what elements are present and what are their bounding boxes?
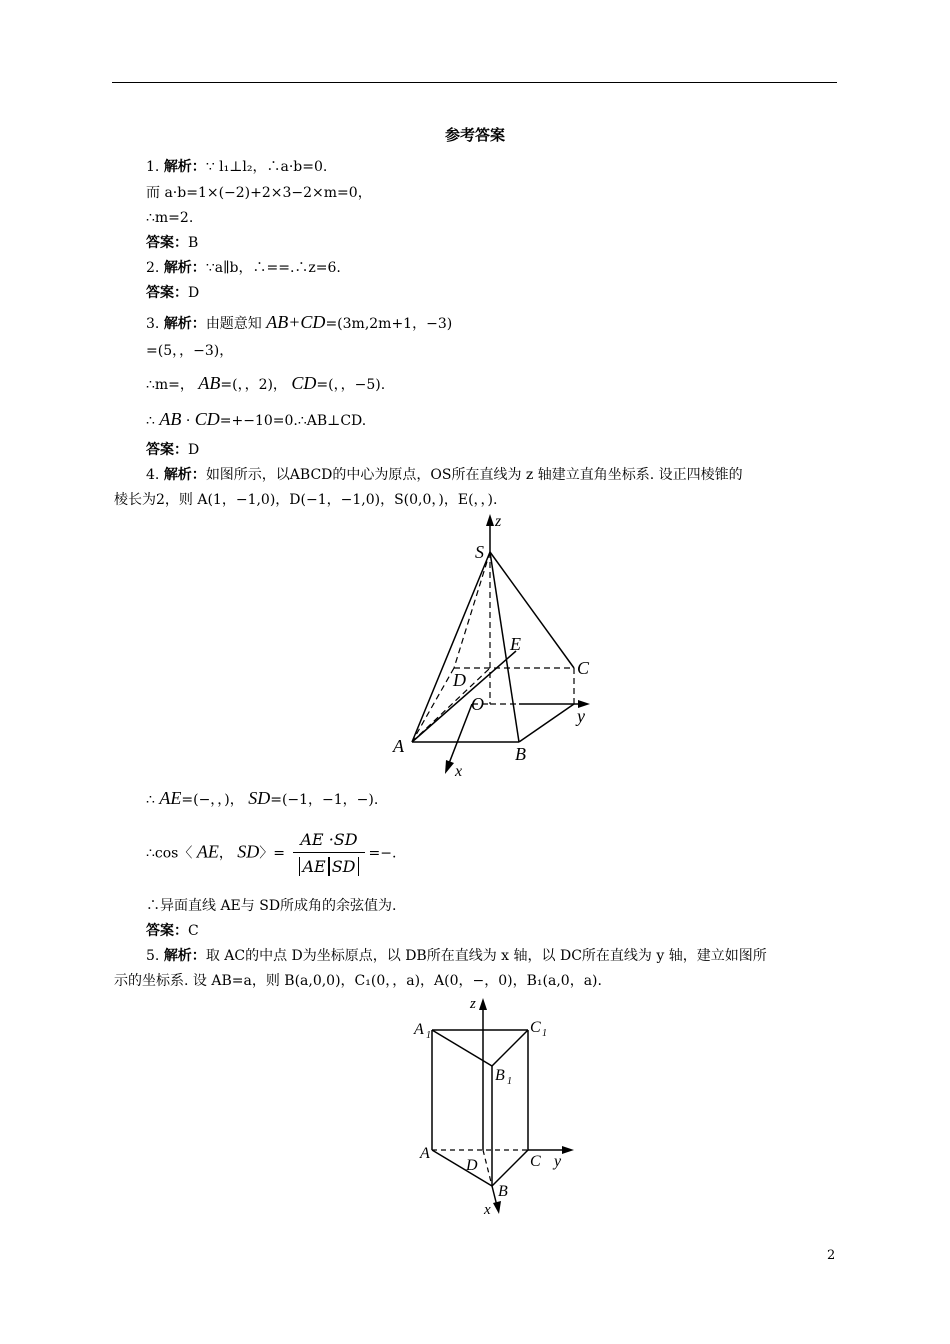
q3-head: 解析：	[163, 316, 206, 332]
prism-figure	[410, 992, 580, 1220]
q1-line1	[146, 156, 327, 178]
fig5-label-a1-sub: 1	[426, 1030, 431, 1041]
vector-sd: SD	[237, 841, 260, 862]
q4-comma: ，	[218, 845, 233, 862]
q3-line4-pre: ∴	[146, 413, 155, 429]
q4-cos: ∴cos〈	[146, 845, 193, 862]
q3-post: =(3m,2m+1，−3)	[325, 316, 453, 332]
q2-answer-value: D	[188, 285, 200, 301]
vector-cd: CD	[194, 409, 220, 429]
vector-ae: AE	[159, 788, 182, 808]
q3-ab-value: =(，，2)，	[220, 377, 287, 393]
vector-ae: AE	[196, 841, 219, 862]
q4-sd-value: =(−1，−1，−).	[270, 792, 379, 808]
q2-answer-label: 答案：	[146, 285, 188, 301]
q1-answer-label: 答案：	[146, 235, 188, 251]
fig4-label-s: S	[475, 542, 484, 562]
fig4-label-x: x	[455, 763, 463, 780]
q3-label: 3.	[146, 316, 160, 332]
fig5-label-b1-sub: 1	[507, 1076, 512, 1087]
vector-sd: SD	[248, 788, 271, 808]
q5-text: 取 AC的中点 D为坐标原点，以 DB所在直线为 x 轴，以 DC所在直线为 y 轴，建立如图所	[205, 948, 767, 964]
fig4-label-o: O	[471, 694, 484, 714]
q4-label: 4.	[146, 467, 160, 483]
dot-product: ·	[185, 413, 191, 429]
fig4-label-d: D	[453, 670, 466, 690]
fig4-label-z: z	[495, 513, 502, 530]
q1-head: 解析：	[163, 159, 206, 175]
pyramid-figure	[380, 510, 620, 782]
q3-line3	[146, 372, 385, 396]
q2-label: 2.	[146, 260, 160, 276]
fraction-denominator	[293, 853, 364, 879]
vector-cd: CD	[300, 312, 326, 332]
q4-line4	[146, 828, 396, 879]
plus-sign: +	[288, 312, 301, 332]
q5-line2: 示的坐标系. 设 AB=a，则 B(a,0,0)，C₁(0，，a)，A(0，−，0)，B₁(a,0，a).	[114, 973, 602, 989]
fig4-label-y: y	[577, 706, 585, 726]
q3-cd-value: =(，，−5).	[316, 377, 386, 393]
vector-ab: AB	[266, 312, 289, 332]
q3-line4	[146, 408, 366, 432]
fig4-label-e: E	[510, 634, 521, 654]
q3-line4-post: =+−10=0.∴AB⊥CD.	[219, 413, 367, 429]
fig5-label-a: A	[420, 1145, 430, 1162]
q4-line3-pre: ∴	[146, 792, 155, 808]
q3-answer-label: 答案：	[146, 442, 188, 458]
fig5-label-c1-sub: 1	[542, 1028, 547, 1039]
fig5-label-x: x	[484, 1202, 491, 1218]
q4-line5: ∴异面直线 AE与 SD所成角的余弦值为.	[146, 898, 397, 914]
q5-head: 解析：	[163, 948, 206, 964]
vector-cd: CD	[291, 373, 317, 393]
fig4-label-b: B	[515, 744, 526, 764]
q2-head: 解析：	[163, 260, 206, 276]
q3-line1	[146, 311, 452, 335]
fig5-label-z: z	[470, 996, 476, 1012]
fig5-label-a1: A	[414, 1021, 424, 1038]
q1-line3: ∴m=2.	[146, 210, 194, 226]
fig5-label-y: y	[554, 1153, 562, 1170]
page-title: 参考答案	[444, 126, 505, 144]
q1-line2: 而 a·b=1×(−2)+2×3−2×m=0，	[146, 185, 372, 201]
q5-line1	[146, 945, 767, 967]
fig5-label-b: B	[498, 1183, 508, 1200]
q4-answer-value: C	[188, 923, 199, 939]
fig5-label-c1: C	[530, 1019, 541, 1036]
fig5-label-d: D	[466, 1157, 478, 1174]
fig4-label-c: C	[577, 658, 590, 678]
q3-line3-pre: ∴m=，	[146, 377, 194, 393]
q1-text: ∵ l₁⊥l₂，∴a·b=0.	[205, 159, 328, 175]
cosine-fraction	[293, 828, 364, 879]
q3-pre: 由题意知	[205, 316, 262, 332]
q4-text: 如图所示，以ABCD的中心为原点，OS所在直线为 z 轴建立直角坐标系. 设正四棱锥的	[205, 467, 743, 483]
q4-answer-label: 答案：	[146, 923, 188, 939]
q2-text: ∵a∥b，∴==.∴z=6.	[205, 260, 341, 276]
vector-ab: AB	[159, 409, 182, 429]
q1-label: 1.	[146, 159, 160, 175]
fig4-label-a: A	[393, 736, 404, 756]
abs-ae: AE	[299, 857, 328, 876]
fraction-numerator: AE ·SD	[293, 828, 364, 853]
q3-answer-value: D	[188, 442, 200, 458]
q2-answer	[146, 282, 199, 304]
q4-line3	[146, 787, 378, 811]
q4-line1	[146, 464, 743, 486]
q3-line2: =(5，，−3)，	[146, 343, 234, 359]
q4-ae-value: =(−，，)，	[181, 792, 244, 808]
abs-sd: SD	[329, 857, 359, 876]
q3-answer	[146, 439, 199, 461]
fig5-label-b1: B	[495, 1067, 505, 1084]
q1-answer	[146, 232, 198, 254]
vector-ab: AB	[198, 373, 221, 393]
page-number: 2	[827, 1248, 836, 1263]
q1-answer-value: B	[188, 235, 199, 251]
q4-line2: 棱长为2，则 A(1，−1,0)，D(−1，−1,0)，S(0,0，)，E(，，).	[114, 492, 498, 508]
fig5-label-c: C	[530, 1153, 541, 1170]
header-rule	[112, 82, 837, 83]
q4-close: 〉=	[259, 845, 286, 862]
q5-label: 5.	[146, 948, 160, 964]
q4-line4-post: =−.	[368, 845, 397, 862]
q4-head: 解析：	[163, 467, 206, 483]
q2-line1	[146, 257, 341, 279]
q4-answer	[146, 920, 199, 942]
